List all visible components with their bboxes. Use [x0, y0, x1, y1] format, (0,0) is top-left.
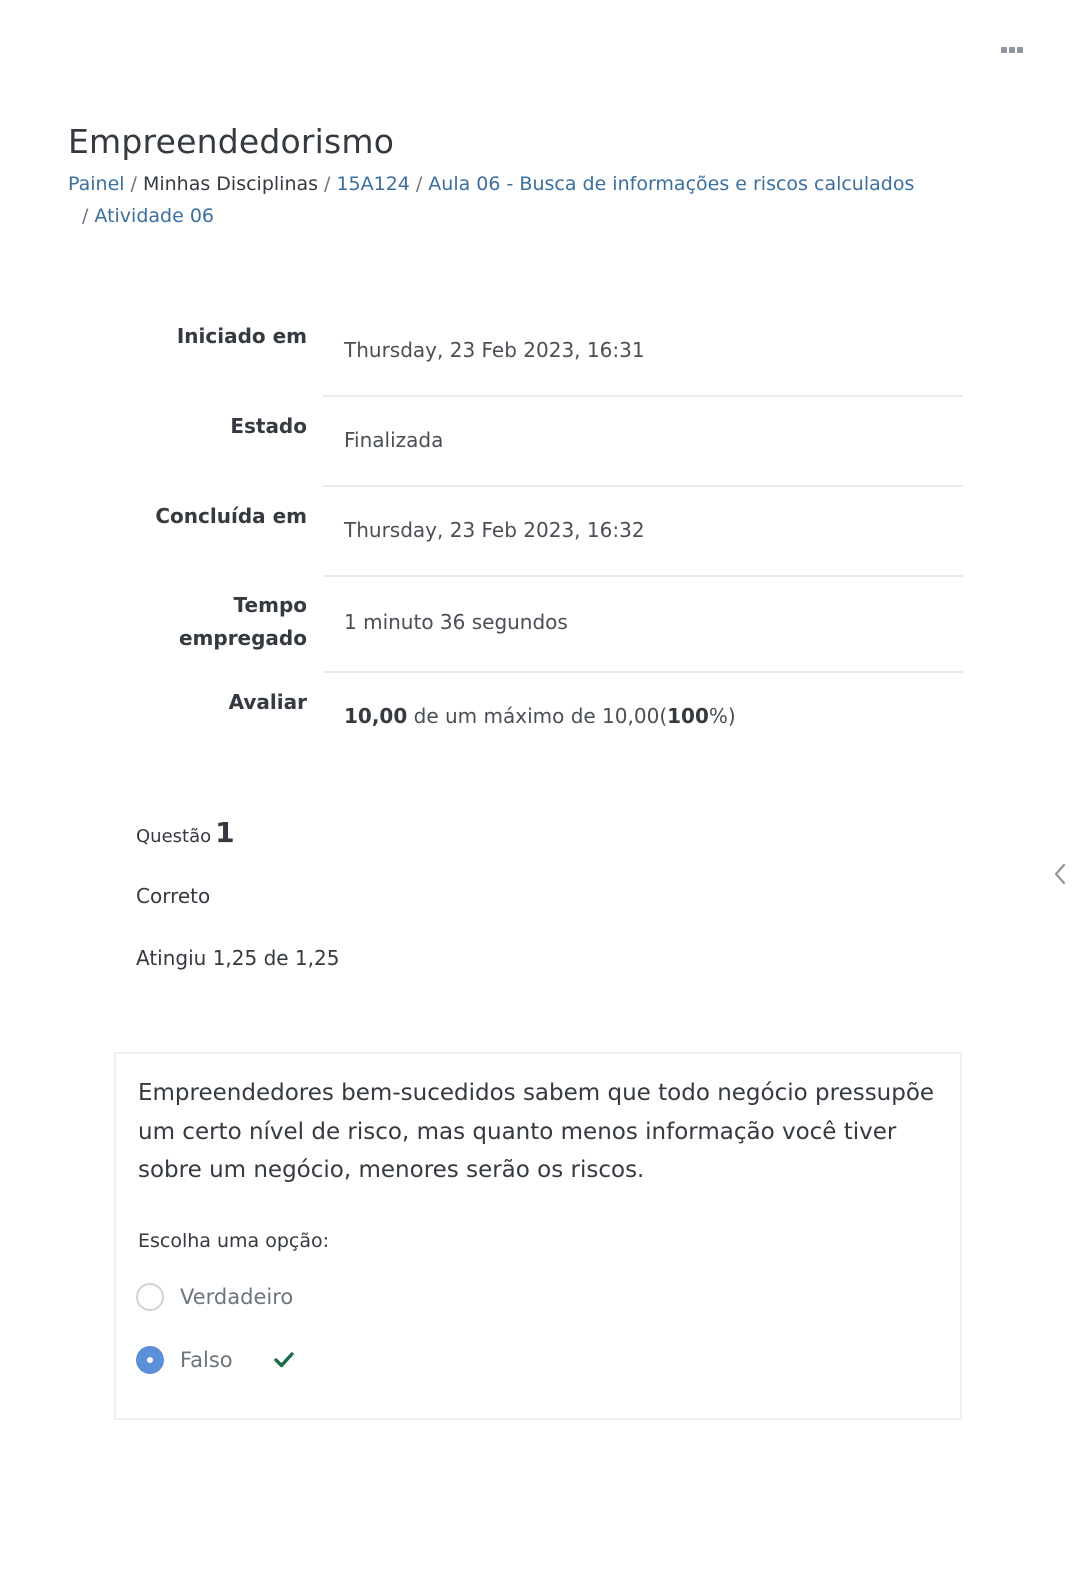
check-icon: [273, 1350, 295, 1370]
option-label[interactable]: Verdadeiro: [180, 1285, 294, 1309]
question-state: Correto: [136, 884, 211, 908]
divider: [323, 671, 963, 673]
breadcrumb-item-course[interactable]: 15A124: [336, 173, 410, 195]
completed-label: Concluída em: [155, 504, 307, 528]
option-label[interactable]: Falso: [180, 1348, 233, 1372]
radio-falso[interactable]: [136, 1346, 164, 1374]
breadcrumb-separator: /: [324, 173, 331, 195]
breadcrumb: [68, 168, 968, 232]
grade-value: 10,00 de um máximo de 10,00(100%): [344, 704, 736, 728]
started-value: Thursday, 23 Feb 2023, 16:31: [344, 338, 645, 362]
more-options-button[interactable]: [998, 40, 1026, 60]
divider: [323, 575, 963, 577]
question-content: [114, 1052, 962, 1420]
answer-prompt: Escolha uma opção:: [138, 1230, 330, 1252]
page-title: Empreendedorismo: [68, 122, 395, 161]
breadcrumb-separator: /: [130, 173, 137, 195]
more-options-icon: [1001, 47, 1007, 53]
breadcrumb-separator: /: [82, 205, 89, 227]
time-value: 1 minuto 36 segundos: [344, 610, 568, 634]
started-label: Iniciado em: [176, 324, 307, 348]
grade-score: 10,00: [344, 704, 408, 728]
breadcrumb-item-minhas-disciplinas: Minhas Disciplinas: [142, 173, 319, 195]
divider: [323, 395, 963, 397]
state-value: Finalizada: [344, 428, 444, 452]
chevron-left-icon[interactable]: [1052, 862, 1068, 886]
grade-percent: 100: [667, 704, 709, 728]
breadcrumb-item-painel[interactable]: Painel: [68, 173, 125, 195]
option-verdadeiro[interactable]: [136, 1283, 293, 1311]
breadcrumb-separator: /: [415, 173, 423, 195]
time-label: Tempo empregado: [178, 593, 307, 650]
state-label: Estado: [230, 414, 307, 438]
divider: [323, 485, 963, 487]
breadcrumb-item-aula[interactable]: Aula 06 - Busca de informações e riscos calculados: [428, 173, 915, 195]
radio-verdadeiro[interactable]: [136, 1283, 164, 1311]
completed-value: Thursday, 23 Feb 2023, 16:32: [344, 518, 645, 542]
breadcrumb-item-atividade[interactable]: Atividade 06: [94, 205, 214, 227]
question-text: Empreendedores bem-sucedidos sabem que todo negócio pressupõe um certo nível de risco, mas quanto menos informação você tiver sobre um negócio, menores serão os riscos.: [138, 1080, 935, 1183]
question-number: Questão 1: [136, 816, 235, 849]
option-falso[interactable]: [136, 1346, 295, 1374]
question-mark: Atingiu 1,25 de 1,25: [136, 946, 340, 970]
grade-label: Avaliar: [228, 690, 307, 714]
